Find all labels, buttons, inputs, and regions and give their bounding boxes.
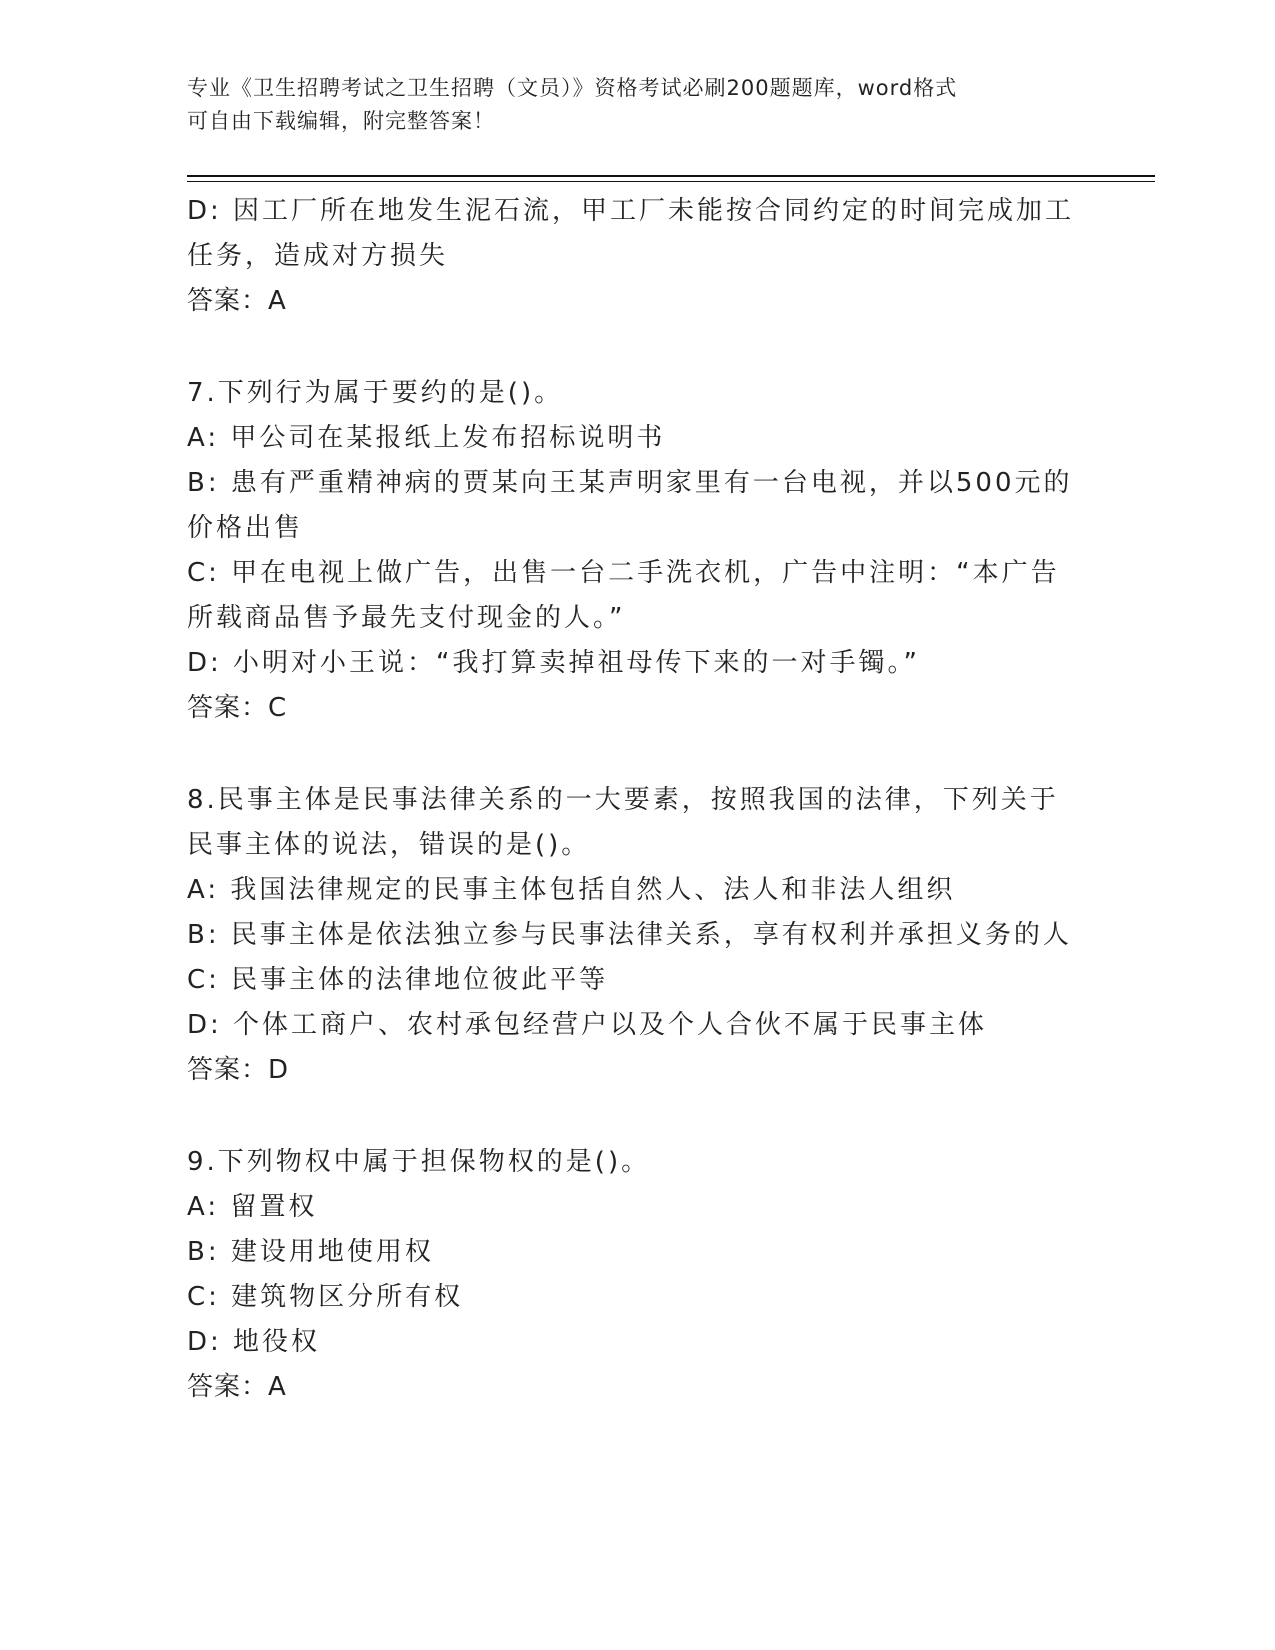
answer-label: 答案：C — [187, 693, 288, 723]
option-text: 所载商品售予最先支付现金的人。” — [187, 603, 626, 633]
option-text: 任务，造成对方损失 — [187, 241, 449, 271]
spacer — [187, 1093, 1067, 1140]
option-text: C: 建筑物区分所有权 — [187, 1282, 464, 1312]
option-text: A: 我国法律规定的民事主体包括自然人、法人和非法人组织 — [187, 875, 956, 905]
answer-label: 答案：A — [187, 286, 287, 316]
question-block — [187, 189, 1075, 324]
header-divider-thin — [187, 181, 1155, 182]
spacer — [187, 731, 1067, 778]
question-stem: 9.下列物权中属于担保物权的是()。 — [187, 1147, 651, 1177]
option-text: B: 民事主体是依法独立参与民事法律关系，享有权利并承担义务的人 — [187, 920, 1072, 950]
option-text: C: 甲在电视上做广告，出售一台二手洗衣机，广告中注明：“本广告 — [187, 558, 1060, 588]
option-text: D: 个体工商户、农村承包经营户以及个人合伙不属于民事主体 — [187, 1010, 988, 1040]
question-block — [187, 778, 1072, 1093]
question-stem: 8.民事主体是民事法律关系的一大要素，按照我国的法律，下列关于 — [187, 785, 1059, 815]
question-block — [187, 371, 1073, 731]
option-text: D: 因工厂所在地发生泥石流，甲工厂未能按合同约定的时间完成加工 — [187, 196, 1075, 226]
header-line-2: 可自由下载编辑，附完整答案！ — [187, 109, 495, 133]
header-line-1: 专业《卫生招聘考试之卫生招聘（文员）》资格考试必刷200题题库，word格式 — [187, 76, 958, 100]
spacer — [187, 324, 1067, 371]
answer-label: 答案：D — [187, 1055, 290, 1085]
document-header — [187, 72, 1067, 138]
option-text: 价格出售 — [187, 513, 304, 543]
option-text: C: 民事主体的法律地位彼此平等 — [187, 965, 609, 995]
option-text: B: 建设用地使用权 — [187, 1237, 434, 1267]
question-list — [187, 189, 1075, 1410]
option-text: A: 留置权 — [187, 1192, 318, 1222]
question-stem: 7.下列行为属于要约的是()。 — [187, 378, 564, 408]
option-text: A: 甲公司在某报纸上发布招标说明书 — [187, 423, 666, 453]
option-text: B: 患有严重精神病的贾某向王某声明家里有一台电视，并以500元的 — [187, 468, 1073, 498]
answer-label: 答案：A — [187, 1372, 287, 1402]
option-text: D: 地役权 — [187, 1327, 321, 1357]
question-block — [187, 1140, 1067, 1410]
option-text: D: 小明对小王说：“我打算卖掉祖母传下来的一对手镯。” — [187, 648, 920, 678]
question-stem: 民事主体的说法，错误的是()。 — [187, 830, 591, 860]
header-divider-thick — [187, 175, 1155, 177]
